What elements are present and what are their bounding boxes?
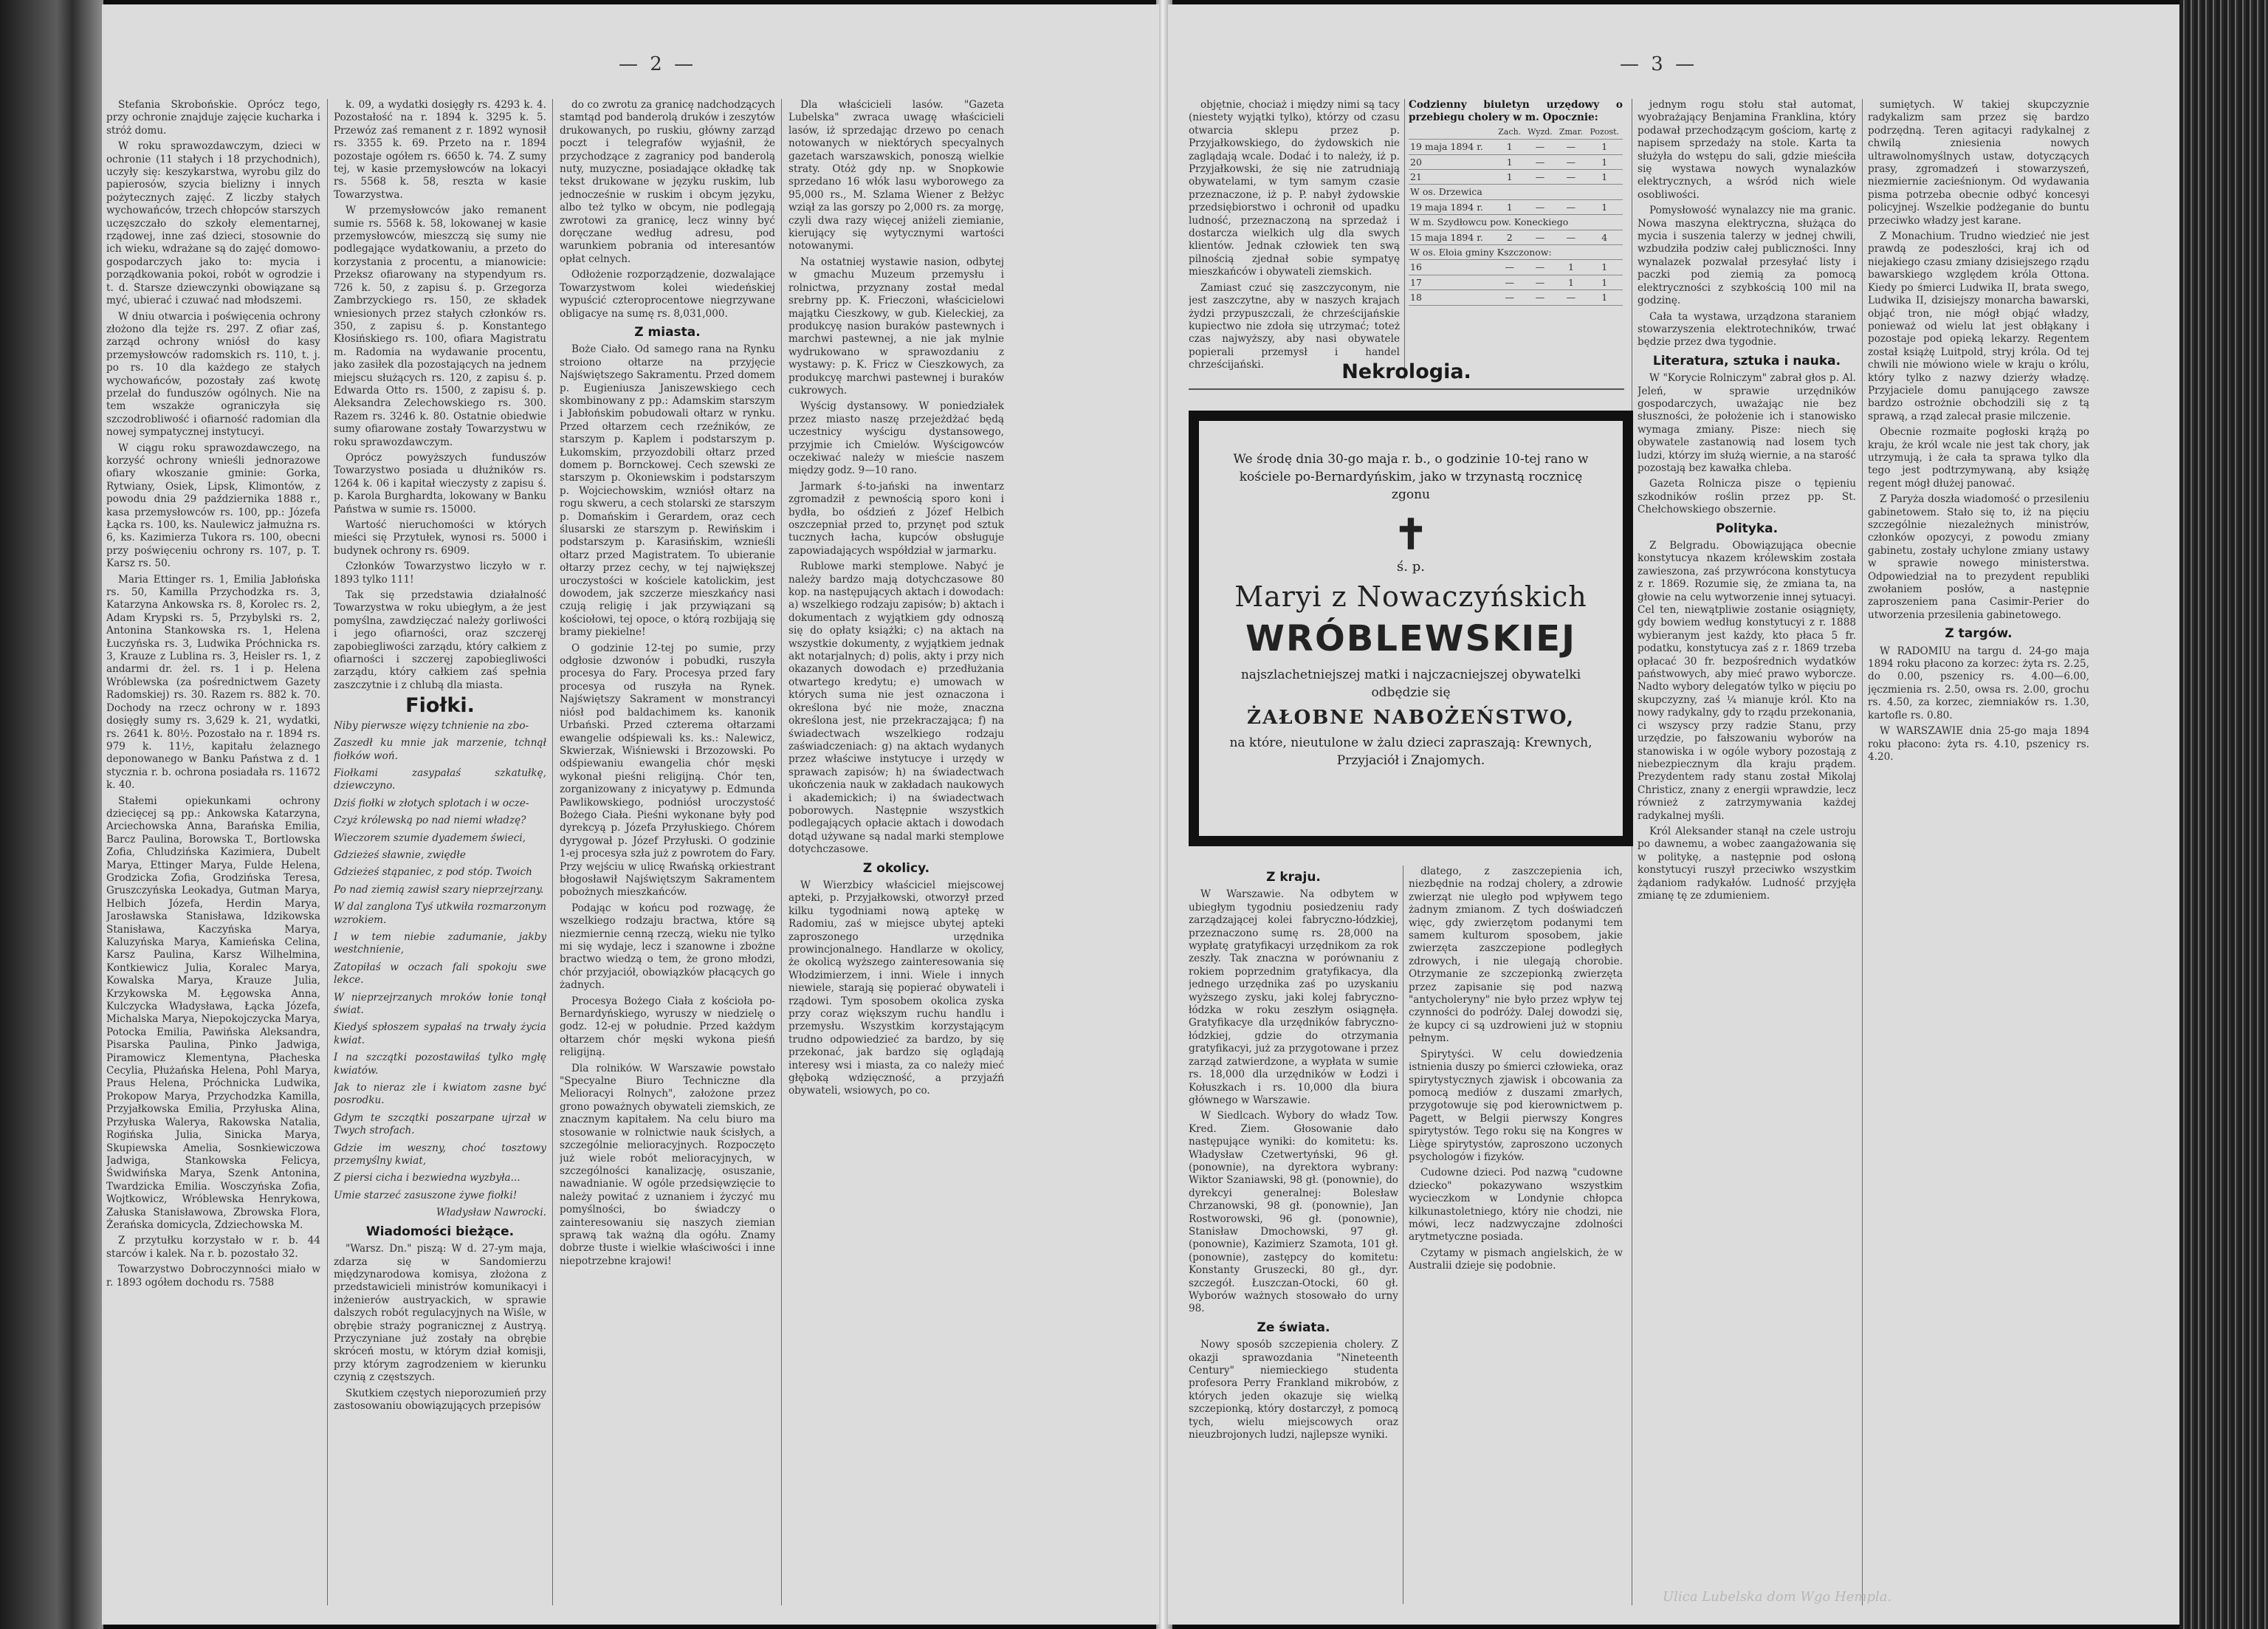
paragraph: W "Korycie Rolniczym" zabrał głos p. Al. Jeleń, w sprawie urzędników gospodarczych, uważając nie bez słuszności, że położenie ich i stanowisko wymaga zmiany. Pisze: niech się obywatele zastanowią nad losem tych ludzi, którzy im służą wiernie, a na starość pozostają bez kawałka chleba. [1638, 372, 1856, 474]
obituary-content [1199, 421, 1623, 836]
column-1 [106, 99, 320, 1605]
paragraph: Boże Ciało. Od samego rana na Rynku stroiono ołtarze na przyjęcie Najświętszego Sakramentu. Przed domem p. Eugieniusza Janiszewskiego cech skombinowany z pp.: Adamskim starszym i Jabłońskim pobudowali ołtarz w rynku. Przed ołtarzem cech rzeźników, ze starszym p. Kaplem i podstarszym p. Łukomskim, przyozdobili ołtarz przed domem p. Bornckowej. Cech szewski ze starszym p. Okoniewskim i podstarszym p. Wojciechowskim, wzniósł ołtarz na rogu skweru, a cech stolarski ze starszym p. Domańskim i Gerardem, oraz cech ślusarski ze starszym p. Rewińskim i podstarszym p. Karasińskim, wznieśli ołtarz przed Magistratem. To ubieranie ołtarzy przez cechy, w tej największej uroczystości w kościele katolickim, jest dowodem, jak szczerze mieszkańcy nasi czują religię i jak przywiązani są kościołowi, tej opoce, o którą rozbijają się bramy piekielne! [560, 343, 775, 639]
column-divider [781, 99, 782, 1605]
table-row [1409, 140, 1623, 154]
table-cell: 1 [1586, 170, 1623, 185]
poem-line: Niby pierwsze więzy tchnienie na zbo- [334, 719, 529, 732]
column-3 [1409, 865, 1623, 1604]
obituary-notice [1189, 411, 1633, 846]
paragraph: Nowy sposób szczepienia cholery. Z okazji sprawozdania "Nineteenth Century" niemieckiego studenta profesora Perry Frankland mikrobów, z których jeden okazuje się wielką szczepionką, który dostarczył, z pomocą tych, wielu miejscowych oraz nieuzbrojonych ludzi, najlepsze wyniki. [1189, 1339, 1398, 1441]
poem-line: I w tem niebie zadumanie, jakby westchnienie, [334, 930, 546, 956]
paragraph: Z Paryża doszła wiadomość o przesileniu gabinetowem. Stało się to, iż na pięciu szczególnie niezależnych ministrów, członków opozycyi, z powodu zmiany gabinetu, zostały uchylone zmiany ustawy w sprawie nowego ministerstwa. Odpowiedział na to prezydent republiki zwołaniem posłów, a następnie zaproszeniem pana Casimir-Perier do utworzenia przesilenia gabinetowego. [1868, 493, 2089, 621]
table-row [1409, 230, 1623, 244]
page-number: — 2 — [619, 53, 697, 75]
column-text [106, 99, 320, 1289]
column-divider [1862, 99, 1863, 1605]
table-cell: 2 [1495, 230, 1525, 244]
column-2 [334, 99, 546, 1605]
table-cell: 15 maja 1894 r. [1409, 230, 1495, 244]
table-cell: 16 [1409, 260, 1495, 275]
table-cell: — [1556, 199, 1586, 214]
paragraph: W przemysłowców jako remanent sumie rs. 5568 k. 58, lokowanej w kasie przemysłowców, mieszczą się sumy nie podlegające wydatkowaniu, a przeto do korzystania z procentu, a mianowicie: Przeksz ofiarowany na stypendyum rs. 726 k. 50, z zapisu ś. p. Grzegorza Zambrzyckiego rs. 150, ze składek wniesionych przez stałych członków rs. 350, z zapisu ś. p. Konstantego Kłosińskiego rs. 100, ofiara Magistratu m. Radomia na wydawanie procentu, jako zasiłek dla pozostających na jednem miejscu służących rs. 120, z zapisu ś. p. Edwarda Otto rs. 1500, z zapisu ś. p. Aleksandra Zelechowskiego rs. 300. Razem rs. 3246 k. 80. Ostatnie obiedwie sumy ofiarowane zostały Towarzystwu w roku sprawozdawczym. [334, 205, 546, 448]
column-kraj [1189, 865, 1398, 1604]
section-rule [1189, 388, 1624, 390]
column-4 [1638, 99, 1856, 1605]
table-cell: W os. Drzewica [1409, 185, 1623, 199]
paragraph: Jarmark ś-to-jański na inwentarz zgromadził z pewnością sporo koni i bydła, bo ośdzień z Józef Helbich oszczepniał przed to, przynęt pod sztuk tucznych łacha, kupców obsługuje zapowiadających współdział w jarmarku. [788, 480, 1004, 557]
section-heading-kraj: Z kraju. [1266, 870, 1321, 885]
section-heading-polityka: Polityka. [1715, 521, 1779, 536]
table-cell: — [1556, 154, 1586, 169]
paragraph: W Siedlcach. Wybory do władz Tow. Kred. Ziem. Głosowanie dało następujące wyniki: do komitetu: ks. Władysław Czetwertyński, 96 gł. (ponownie), na dyrektora wybrany: Wiktor Szaniawski, 98 gł. (ponownie), do dyrekcyi generalnej: Bolesław Chrzanowski, 98 gł. (ponownie), Jan Rostworowski, 96 gł. (ponownie), Stanisław Dmochowski, 97 gł. (ponownie), Kazimierz Szamota, 101 gł. (ponownie), zastępcy do komitetu: Konstanty Gruszecki, 80 gł., dyr. szczegół. Łuszczan-Otocki, 60 gł. Wyborów ważnych stosowało do urny 98. [1189, 1110, 1398, 1315]
column-3 [560, 99, 775, 1605]
table-cell: — [1495, 260, 1525, 275]
poem-line: Po nad ziemią zawisł szary nieprzejrzany. [334, 883, 544, 896]
poem-line: Jak to nieraz zle i kwiatom zasne być posrodku. [334, 1082, 546, 1107]
poem-line: W nieprzejrzanych mroków łonie tonął świat. [334, 991, 546, 1016]
paragraph: k. 09, a wydatki dosięgły rs. 4293 k. 4. Pozostałość na r. 1894 k. 3295 k. 5. Przewóz zaś remanent z r. 1892 wynosił rs. 3355 k. 69. Przeto na r. 1894 pozostaje ogółem rs. 6650 k. 74. Z sumy tej, w kasie przemysłowców na lokacyi rs. 5568 k. 58, reszta w kasie Towarzystwa. [334, 99, 546, 201]
paragraph: Oprócz powyższych funduszów Towarzystwo posiada u dłużników rs. 1264 k. 06 i kapitał wieczysty z zapisu ś. p. Karola Burghardta, lokowany w Banku Państwa w sumie rs. 15000. [334, 451, 546, 515]
table-cell: — [1525, 230, 1556, 244]
table-cell: 17 [1409, 275, 1495, 289]
paragraph: do co zwrotu za granicę nadchodzących stamtąd pod banderolą druków i zeszytów drukowanych, po ruskiu, główny zarząd poczt i telegrafów wyjaśnił, że przychodzące z zagranicy pod banderolą nuty, muzyczne, posiadające okładkę tak tekst drukowane w języku ruskim, lub jednocześnie w ruskim i obcym języku, albo też tylko w obcym, nie podlegają zwrotowi za granicę, lecz winny być doręczane według adresu, pod warunkiem pobrania od interesantów opłat celnych. [560, 99, 775, 265]
poem-line: Umie starzeć zasuszone żywe fiołki! [334, 1189, 518, 1201]
column-header: Pozost. [1586, 125, 1623, 140]
paragraph: Z Belgradu. Obowiązująca obecnie konstytucya nkazem królewskim została zawieszona, zaś przywrócona konstytucya z r. 1869. Rozumie się, że zmiana ta, na głowie na celu wytworzenie innej sytuacyi. Cel ten, niewątpliwie zostanie osiągnięty, gdy bowiem według konstytucyi z r. 1888 wybieranym jest każdy, kto płaca 5 fr. podatku, konstytucya zaś z r. 1869 trzeba opłacać 30 fr. bezpośrednich wydatków państwowych, aby mieć prawo wyborcze. Nadto wybory delegatów tylko w pięciu po skupczyzny, zaś ¼ mianuje król. Kto na nowy radykalny, gdy to rządu przekonania, ci wszyscy przy radzie Stanu, przy urzędzie, po fałszowaniu wyborów na stanowiska i w ogóle wybory pozostają z niebezpiecznym dla kraju prądem. Prezydentem rady stanu został Mikolaj Christicz, znany z energii wprawdzie, lecz również z zatrzymywania każdej radykalnej myśli. [1638, 540, 1856, 822]
poem-line: Gdym te szczątki poszarpane ujrzał w Twych strofach. [334, 1111, 546, 1137]
section-heading-okolice: Z okolicy. [862, 860, 930, 876]
section-heading-literatura: Literatura, sztuka i nauka. [1652, 353, 1841, 368]
table-cell: 1 [1495, 199, 1525, 214]
table-cell: — [1525, 140, 1556, 154]
paragraph: Odłożenie rozporządzenie, dozwalające Towarzystwom kolei wiedeńskiej wypuścić czteroprocentowe niegrzywane obligacye na sumę rs. 8,031,000. [560, 269, 775, 320]
section-heading-city: Z miasta. [634, 324, 701, 340]
paragraph: W dniu otwarcia i poświęcenia ochrony złożono dla tejże rs. 297. Z ofiar zaś, zarząd ochrony wniósł do kasy przemysłowców radomskich rs. 110, t. j. po rs. 10 dla każdego ze stałych wychowańców, pozostały zaś kwotę przelał do funduszów ogólnych. Nie na tem wszakże ograniczyła się szczodrobliwość i ofiarność radomian dla nowej sympatycznej instytucyi. [106, 310, 320, 439]
paragraph: Z przytułku korzystało w r. b. 44 starców i kalek. Na r. b. pozostało 32. [106, 1235, 320, 1260]
paragraph: Król Aleksander stanął na czele ustroju po dawnemu, a wobec zaangażowania się w politykę, a następnie pod osłoną konstytucyi ruszył przeciwko wszystkim żądaniom radykałów. Ludność przyjęła zmianę tę ze zdumieniem. [1638, 825, 1856, 902]
table-cell: 1 [1586, 154, 1623, 169]
poem-line: Fiołkami zasypałaś szkatułkę, dziewczyno. [334, 767, 546, 792]
table-row [1409, 215, 1623, 230]
table-cell: — [1525, 154, 1556, 169]
paragraph: Maria Ettinger rs. 1, Emilia Jabłońska rs. 50, Kamilla Przychodzka rs. 3, Katarzyna Ankowska rs. 8, Korolec rs. 2, Adam Krypski rs. 5, Przybylski rs. 2, Antonina Stankowska rs. 1, Helena Łuczyńska rs. 3, Ludwika Próchnicka rs. 3, Krauze z Lublina rs. 3, Heisler rs. 1, z andarmi dr. żel. rs. 1 i p. Helena Wróblewska (za pośrednictwem Gazety Radomskiej) rs. 30. Razem rs. 882 k. 70. Dochody na rzecz ochrony w r. 1893 dosięgły sumy rs. 3,629 k. 21, wydatki, rs. 2641 k. 80½. Pozostało na r. 1894 rs. 979 k. 11½, kapitału żelaznego deponowanego w Banku Państwa z d. 1 stycznia r. b. ochrona posiadała rs. 11672 k. 40. [106, 573, 320, 792]
paragraph: W Wierzbicy właściciel miejscowej apteki, p. Przyjałkowski, otworzył przed kilku tygodniami nową aptekę w Radomiu, zaś w miejsce ubytej apteki zaproszonego urzędnika prowincjonalnego. Handlarze w okolicy, że okolicą wyższego zainteresowania się Włodzimierzem, i inni. Wiele i innych niewiele, starają się popierać obywateli i rządowi. Tym sposobem okolica zyska przy coraz większym ruchu handlu i przemysłu. Wszystkim korzystającym trudno odpowiedzieć za bardzo, by się przekonać, jak bardzo się oglądają interesy wsi i miasta, za co należy mieć głęboką wdzięczność, a przyjaźń obywateli, wsiowych, po co. [788, 879, 1004, 1097]
column-header: Wyzd. [1525, 125, 1556, 140]
section-heading-fiolki: Fiołki. [405, 694, 475, 718]
paragraph: Na ostatniej wystawie nasion, odbytej w gmachu Muzeum przemysłu i rolnictwa, przyznany został medal srebrny pp. K. Frieczoni, właścicielowi majątku Cieszkowy, w gub. Kieleckiej, za produkcyę nasion buraków pastewnych i marchwi pastewnej, a nie jak mylnie wydrukowano w sprawozdaniu z wystawy: p. K. Fricz w Cieszkowych, za produkcyę marchwi pastewnej i buraków cukrowych. [788, 256, 1004, 397]
column-4 [788, 99, 1004, 1605]
paragraph: Wyścig dystansowy. W poniedziałek przez miasto naszę przejeżdżać będą uczestnicy wyścigu dystansowego, przyjmie ich Cmielów. Wyścigowców oczekiwać należy w mieście naszem między godz. 9—10 rano. [788, 400, 1004, 477]
obituary-description: najszlachetniejszej matki i najczacniejszej obywatelki odbędzie się [1240, 668, 1581, 700]
poem-line: Gdzie im weszny, choć tosztowy przemyślny kwiat, [334, 1142, 546, 1167]
paragraph: Cudowne dzieci. Pod nazwą "cudowne dziecko" pokazywano wszystkim wycieczkom w Londynie chłopca kilkunastoletniego, który nie chodzi, nie mówi, lecz nadzwyczajne zdolności arytmetyczne posiada. [1409, 1167, 1623, 1244]
obituary-surname: WRÓBLEWSKIEJ [1245, 618, 1576, 659]
cholera-table [1409, 125, 1623, 306]
column-header: Zmar. [1556, 125, 1586, 140]
paragraph: Procesya Bożego Ciała z kościoła po-Bernardyńskiego, wyruszy w niedzielę o godz. 12-ej w południe. Przed każdym ołtarzem chór męski wykona pieśń religijną. [560, 995, 775, 1059]
table-cell: 19 maja 1894 r. [1409, 140, 1495, 154]
table-row [1409, 260, 1623, 275]
table-cell: W m. Szydłowcu pow. Koneckiego [1409, 215, 1623, 230]
poem-line: Zatopiłaś w oczach fali spokoju swe lekce. [334, 961, 546, 987]
paragraph: Czytamy w pismach angielskich, że w Australii dzieje się podobnie. [1409, 1246, 1623, 1272]
paragraph: Pomysłowość wynalazcy nie ma granic. Nowa maszyna elektryczna, służąca do mycia i suszenia talerzy w jednej chwili, wzbudziła podziw całej publiczności. Inny wynalazek pozwalał przesyłać listy i paczki pod ziemią za pomocą elektryczności z szybkością 100 mil na godzinę. [1638, 205, 1856, 307]
obituary-invitation: na które, nieutulone w żalu dzieci zapraszają: Krewnych, Przyjaciół i Znajomych. [1229, 735, 1592, 768]
table-cell: — [1525, 199, 1556, 214]
paragraph: W ciągu roku sprawozdawczego, na korzyść ochrony wnieśli jednorazowe ofiary wkoszanie gminie: Gorka, Rytwiany, Osiek, Lipsk, Klimontów, z powodu dnia 29 października 1888 r., kasa przemysłowców rs. 100, pp.: Józefa Łącka rs. 100, ks. Naulewicz jałmużna rs. 6, ks. Kazimierza Tukora rs. 100, obecni przy poświęceniu ochrony rs. 107, p. T. Karsz rs. 50. [106, 442, 320, 570]
column-header: Zach. [1495, 125, 1525, 140]
poem-line: W dal zanglona Tyś utkwiła rozmarzonym wzrokiem. [334, 901, 546, 926]
table-cell: 4 [1586, 230, 1623, 244]
paragraph: dlatego, z zaszczepienia ich, niezbędnie na rodzaj cholery, a zdrowie zwierząt nie uległo pod wpływem tego żadnym zmianom. Z tych doświadczeń więc, gdy zwierzętom podanymi tem samem kulturom sposobem, jakie zwierzęta zaszczepione podległych zdrowych, i nie ulegają chorobie. Otrzymanie ze szczepionką zwierzęta przez zapisanie się pod nazwą "antycholeryny" nie było przez wpływ tej czynności do podróży. Dalej dowodzi się, że kupcy ci są uzdrowieni już w stopniu pełnym. [1409, 865, 1623, 1045]
paragraph: W Warszawie. Na odbytem w ubiegłym tygodniu posiedzeniu rady zarządzającej kolei fabryczno-łódzkiej, przeznaczono sumę rs. 28,000 na wypłatę gratyfikacyi urzędnikom za rok zeszły. Tak znaczna w porównaniu z rokiem poprzednim gratyfikacya, dla jednego urzędnika zaś po uzyskaniu wyższego zysku, jaki kolej fabryczno-łódzka w roku zeszłym osiągnęła. Gratyfikacye dla urzędników fabryczno-łódzkiej, gdzie do otrzymania gratyfikacyi, już za przygotowane i przez zarząd zatwierdzone, a wypłata w sumie rs. 18,000 dla urzędników w Łodzi i Kołuszkach i rs. 10,000 dla biura głównego w Warszawie. [1189, 888, 1398, 1106]
paragraph: Stałemi opiekunkami ochrony dziecięcej są pp.: Ankowska Katarzyna, Arciechowska Anna, Barańska Emilia, Barcz Paulina, Borowska T., Bortlowska Zofia, Chludzińska Kazimiera, Dubelt Marya, Ettinger Marya, Fulde Helena, Grodzicka Zofia, Grodzińska Teresa, Gruszczyńska Leokadya, Gutman Marya, Helbich Józefa, Herdin Marya, Jarosławska Stanisława, Idzikowska Stanisława, Kaczyńska Marya, Kaluzyńska Marya, Kamieńska Celina, Karsz Paulina, Karsz Wilhelmina, Kontkiewicz Julia, Koralec Marya, Kowalska Marya, Krauze Julia, Krzykowska M. Łęgowska Anna, Kulczycka Władysława, Łącka Józefa, Michalska Marya, Niepokojczycka Marya, Potocka Emilia, Pawińska Aleksandra, Pisarska Paulina, Pinko Jadwiga, Piramowicz Klementyna, Płacheska Cecylia, Płużańska Helena, Pohl Marya, Praus Helena, Próchnicka Ludwika, Prokopow Marya, Przychodzka Kamilla, Przyjałkowska Emilia, Przyłuska Alina, Przyłuska Walerya, Rakowska Natalia, Rogińska Julia, Sinicka Marya, Skupiewska Amelia, Sosnkiewiczowa Jadwiga, Stankowska Felicya, Świdwińska Marya, Szenk Antonina, Twardzicka Emilia. Wosczyńska Zofia, Wojtkowicz, Wróblewska Henrykowa, Załuska Stanisławowa, Zbrowska Flora, Żerańska domicycla, Zdziechowska M. [106, 795, 320, 1231]
poem-line: Gdzieżeś sławnie, zwiędłe [334, 848, 466, 861]
poem-line: I na szczątki pozostawiłaś tylko mgłę kwiatów. [334, 1052, 546, 1077]
cross-icon: ✝ [1393, 510, 1429, 559]
page-number: — 3 — [1620, 53, 1698, 75]
table-row [1409, 275, 1623, 289]
table-cell: — [1556, 170, 1586, 185]
paragraph: W roku sprawozdawczym, dzieci w ochronie (11 stałych i 18 przychodnich), uczyły się: keszykarstwa, wyrobu gilz do papierosów, szycia bielizny i innych pożytecznych zajęć. Z liczby stałych wychowańców, trzech chłopców starszych uczęszczało do szkoły elementarnej, rządowej, inne zaś dzieci, stosownie do ich wieku, wdrażane są do zajęć domowo-gospodarczych jako to: mycia i porządkowania pokoi, robót w ogrodzie i t. d. Starsze dziewczynki obowiązane są myć, ubierać i czuwać nad młodszemi. [106, 140, 320, 307]
section-heading-swiat: Ze świata. [1257, 1320, 1330, 1335]
paragraph: jednym rogu stołu stał automat, wyobrażający Benjamina Franklina, który podawał przechodzącym gościom, kartę z napisem sprzedaży na stole. Karta ta służyła do wstępu do sali, gdzie mieściła się wystawa nowych wynalazków elektrycznych, a wśród nich wiele osobliwości. [1638, 99, 1856, 201]
table-cell: 19 maja 1894 r. [1409, 199, 1495, 214]
newspaper-page-left [102, 4, 1159, 1625]
column-divider [1404, 99, 1405, 380]
paragraph: Zamiast czuć się zaszczyconym, nie jest zaszczytne, aby w naszych krajach żydzi przypuszczali, że chrześcijańskie kupiectwo nie zdoła się utrzymać; toteż czas najwyższy, aby nasi obywatele popierali przemysł i handel chrześcijański. [1189, 281, 1400, 371]
table-row [1409, 185, 1623, 199]
paragraph: Z Monachium. Trudno wiedzieć nie jest prawdą ze podeszłości, kraj ich od niejakiego czasu zmiany dzisiejszego rządu bawarskiego względem króla Ottona. Kiedy po śmierci Ludwika II, brata swego, Ludwika II, dzisiejszy monarcha bawarski, objąć tron, nie mógł objąć władzy, ponieważ od wielu lat jest obłąkany i pozostaje pod opieką lekarzy. Regentem został książę Luitpold, stryj króla. Od tej chwili nie mówiono wiele w kraju o królu, który tylko z nazwy dzierży władzę. Przyjaciele domu panującego zawsze bardzo ostrożnie obchodzili się z tą sprawą, a rząd zalecał prasie milczenie. [1868, 230, 2089, 422]
table-cell: 1 [1495, 170, 1525, 185]
bleed-through-text: Ulica Lubelska dom Wgo Hempla. [1663, 1589, 1892, 1605]
poem-signature: Władysław Nawrocki. [436, 1207, 546, 1219]
table-cell: — [1495, 290, 1525, 305]
poem-line: Kiedyś spłoszem sypałaś na trwały życia kwiat. [334, 1021, 546, 1046]
table-row [1409, 290, 1623, 305]
poem-line: Gdzieżeś stąpaniec, z pod stóp. Twoich [334, 866, 532, 879]
table-cell: 1 [1586, 290, 1623, 305]
column-5 [1868, 99, 2089, 1605]
paragraph: sumiętych. W takiej skupczyznie radykalizm sam przez się bardzo podrzędną. Teren agitacyi radykalnej z chwilą zniesienia nowych ultrawolnomyślnych ustaw, dotyczących prasy, zgromadzeń i stowarzyszeń, niezmiernie zacieśnionym. Od wydawania pisma potrzeba obecnie odbyć koncesyi policyjnej. Wszelkie podżeganie do buntu przeciwko władzy jest karane. [1868, 99, 2089, 227]
table-cell: — [1556, 140, 1586, 154]
paragraph: objętnie, chociaż i między nimi są tacy (niestety wyjątki tylko), którzy od czasu otwarcia sklepu przez p. Przyjałkowskiego, do żydowskich nie zaglądają wcale. Dodać i to należy, iż p. Przyjałkowski, że się nie zatrudniają obywatelami, w tym samym czasie przeznaczone, iż p. P. nabył żydowskie przedsiębiorstwo i ochronił od upadku ludność, przeznaczoną na sprzedaż i dostarcza wielkich ulg dla swych klientów. Jednak człowiek ten swą pilnością zjednał sobie sympatyę mieszkańców i obywateli ziemskich. [1189, 99, 1400, 278]
paragraph: Wartość nieruchomości w których mieści się Przytułek, wynosi rs. 5000 i budynek ochrony rs. 6909. [334, 519, 546, 557]
section-heading-news: Wiadomości bieżące. [365, 1224, 515, 1239]
paragraph: "Warsz. Dn." piszą: W d. 27-ym maja, zdarza się w Sandomierzu międzynarodowa komisya, złożona z przedstawicieli ministrów komunikacyi i inżenierów austryackich, w sprawie dalszych robót regulacyjnych na Wiśle, w obrębie straży pogranicznej z Austryą. Przyczyniane już zostały na obrębie skróceń mostu, w którym dział komisji, przy którym zagrodzeniem w kierunku czynią z częstszych. [334, 1243, 546, 1384]
column-divider [327, 99, 328, 1605]
paragraph: Skutkiem częstych nieporozumień przy zastosowaniu obowiązujących przepisów [334, 1387, 546, 1412]
paragraph: O godzinie 12-tej po sumie, przy odgłosie dzwonów i pobudki, ruszyła procesya do Fary. Procesya przed fary procesya od ruszyła na Rynek. Najświętszy Sakrament w monstrancyi niósł pod baldachimem ks. kanonik Urbański. Przed czterema ołtarzami ewangelie odśpiewali ks. ks.: Nalewicz, Skwierzak, Wiśniewski i Brzozowski. Po odśpiewaniu ewangelia chór męski wykonał pieśni religijną. Chór ten, zorganizowany z inicyatywy p. Edmunda Pawlikowskiego, podniósł uroczystość Bożego Ciała. Pieśni wykonane były pod dyrekcyą p. Józefa Przyłuskiego. Chórem dyrygował p. Józef Przyłuski. O godzinie 1-ej procesya szła już z powrotem do Fary. Przy wejściu w ulicę Rwańską orkiestrant błogosławił Najświętszym Sakramentem pobożnych mieszkańców. [560, 642, 775, 899]
paragraph: Obecnie rozmaite pogłoski krążą po kraju, że król wcale nie jest tak chory, jak utrzymują, i że cała ta sprawa tylko dla tego jest podtrzymywaną, aby książę regent mógł dłużej panować. [1868, 426, 2089, 490]
obituary-sp: ś. p. [1397, 559, 1425, 575]
paragraph: Członków Towarzystwo liczyło w r. 1893 tylko 111! [334, 560, 546, 586]
table-cell: — [1525, 290, 1556, 305]
paragraph: Cała ta wystawa, urządzona staraniem stowarzyszenia elektrotechników, trwać będzie przez dwa tygodnie. [1638, 310, 1856, 349]
poem-line: Zaszedł ku mnie jak marzenie, tchnął fiołków woń. [334, 737, 546, 762]
poem [334, 720, 546, 1220]
table-cell: — [1556, 290, 1586, 305]
paragraph: Spirytyści. W celu dowiedzenia istnienia duszy po śmierci człowieka, oraz spirytystycznych zjawisk i obcowania za pomocą mediów z duszami zmarłych, przygotowuje się pod kierownictwem p. Pagett, w Belgii pierwszy Kongres spirytystów. Tego roku się na Kongres w Liège spirytystów, zaproszono uczonych psychologów i fizyków. [1409, 1048, 1623, 1163]
obituary-name: Maryi z Nowaczyńskich [1234, 580, 1587, 613]
poem-line: Dziś fiołki w złotych splotach i w ocze- [334, 797, 529, 809]
paragraph: W WARSZAWIE dnia 25-go maja 1894 roku płacono: żyta rs. 4.10, pszenicy rs. 4.20. [1868, 725, 2089, 763]
table-row [1409, 245, 1623, 260]
obituary-intro: We środę dnia 30-go maja r. b., o godzinie 10-tej rano w kościele po-Bernardyńskim, jako w trzynastą rocznicę zgonu [1233, 452, 1589, 502]
poem-line: Wieczorem szumie dyademem świeci, [334, 831, 526, 844]
table-cell: 1 [1556, 260, 1586, 275]
table-cell: 1 [1495, 154, 1525, 169]
page-edges-right [2179, 0, 2268, 1629]
obituary-mass-title: ŻAŁOBNE NABOŻEŃSTWO, [1247, 707, 1575, 729]
paragraph: W RADOMIU na targu d. 24-go maja 1894 roku płacono za korzec: żyta rs. 2.25, do 0.00, pszenicy rs. 4.00—6.00, jęczmienia rs. 2.50, owsa rs. 2.00, grochu rs. 4.50, za korzec, ziemniaków rs. 1.30, kartofle rs. 0.80. [1868, 645, 2089, 721]
table-cell: — [1525, 260, 1556, 275]
table-cell: 1 [1586, 260, 1623, 275]
paragraph: Tak się przedstawia działalność Towarzystwa w roku ubiegłym, a że jest pomyślna, zawdzięczać należy gorliwości i jego ofiarności, oraz szczeręj zapobiegliwości zarządu, który całkiem z ofiarności i szczeręj zapobiegliwości zarządu, który całkiem zaś spełnia zaszczytnie i z chlubą dla miasta. [334, 589, 546, 691]
table-cell: — [1556, 230, 1586, 244]
table-cell: W os. Ełoia gminy Kszczonow: [1409, 245, 1623, 260]
book-binding-left [0, 0, 103, 1629]
section-heading-nekrologia: Nekrologia. [1341, 360, 1471, 383]
table-cell: 1 [1586, 199, 1623, 214]
paragraph: Gazeta Rolnicza pisze o tępieniu szkodników roślin przez pp. St. Chełchowskiego obszernie. [1638, 478, 1856, 516]
table-cell: 1 [1556, 275, 1586, 289]
table-cell: — [1525, 275, 1556, 289]
table-header-row [1409, 125, 1623, 140]
paragraph: Towarzystwo Dobroczynności miało w r. 1893 ogółem dochodu rs. 7588 [106, 1263, 320, 1289]
table-cell: 18 [1409, 290, 1495, 305]
cholera-bulletin [1409, 99, 1623, 380]
table-row [1409, 170, 1623, 185]
table-cell: 1 [1586, 140, 1623, 154]
table-cell: 1 [1586, 275, 1623, 289]
table-row [1409, 199, 1623, 214]
table-cell: 1 [1495, 140, 1525, 154]
paragraph: Podając w końcu pod rozwagę, że wszelkiego rodzaju bractwa, które są niezmiernie cenną rzeczą, wieku nie tylko mi się wydaje, lecz i szanowne i zbożne bractwo wiedzą o tem, że grono młodzi, chór przyjaciół, obowiązków płacących go żadnych. [560, 902, 775, 992]
paragraph: Stefania Skrobońskie. Oprócz tego, przy ochronie znajduje zajęcie kucharka i stróż domu. [106, 99, 320, 137]
bulletin-heading: Codzienny biuletyn urzędowy o przebiegu cholery w m. Opocznie: [1409, 99, 1623, 124]
paragraph: Dla rolników. W Warszawie powstało "Specyalne Biuro Techniczne dla Melioracyi Rolnych", założone przez grono poważnych obywateli ziemskich, ze znacznym kapitałem. Na celu biuro ma stosowanie w rolnictwie nauk ścisłych, a szczególnie melioracyjnych. Rozpoczęto już wiele robót melioracyjnych, w szczególności kanalizację, osuszanie, nawadnianie. W ogóle przedsięwzięcie to należy powitać z uznaniem i życzyć mu pomyślności, bo świadczy o zainteresowaniu się naszych ziemian sprawą tak ważną dla ogółu. Znamy dobrze tłuste i wielkie właściwości i inne niepotrzebne krajowi! [560, 1062, 775, 1267]
paragraph: Rublowe marki stemplowe. Nabyć je należy bardzo mają dotychczasowe 80 kop. na następujących aktach i dowodach: a) wszelkiego rodzaju zapisów; b) aktach i dokumentach z wyjątkiem gdy odnoszą się do opłaty książki; c) na aktach na wszystkie dokumenty, z wyjątkiem jednak akt notarjalnych; d) polis, akty i przy nich okazanych dowodach e) przedłużania otwartego kredytu; e) umowach w których suma nie jest oznaczona i określona być nie może, znaczna określona jest, nie przekraczająca; f) na świadectwach wszelkiego rodzaju zaświadczeniach: g) na aktach wydanych przez właściwe instytucye i urzędy w sprawach zapisów; h) na świadectwach ukończenia nauk w zakładach naukowych i akademickich; i) na świadectwach poborowych. Następnie wszystkich podlegających opłacie aktach i dowodach dotąd używane są nadal marki stemplowe dotychczasowe. [788, 560, 1004, 856]
paragraph: Dla właścicieli lasów. "Gazeta Lubelska" zwraca uwagę właścicieli lasów, iż sprzedając drzewo po cenach notowanych w niektórych specyalnych gazetach warszawskich, ponoszą wielkie straty. Otóż gdy np. w Snopkowie sprzedano 16 włók lasu wyborowego za 95,000 rs., M. Szlama Wiener z Bełżyc wziął za las gorszy po 2,000 rs. za morgę, czyli dwa razy więcej aniżeli ziemianie, kierujący się wytycznymi wartości notowanymi. [788, 99, 1004, 253]
section-heading-targi: Z targów. [1945, 626, 2013, 642]
table-cell: 20 [1409, 154, 1495, 169]
table-row [1409, 154, 1623, 169]
poem-line: Z piersi cicha i bezwiedna wyzbyła... [334, 1172, 520, 1184]
column-divider [552, 99, 553, 1605]
table-cell: — [1525, 170, 1556, 185]
table-cell: — [1495, 275, 1525, 289]
poem-line: Czyż królewską po nad niemi władzę? [334, 814, 526, 827]
table-cell: 21 [1409, 170, 1495, 185]
